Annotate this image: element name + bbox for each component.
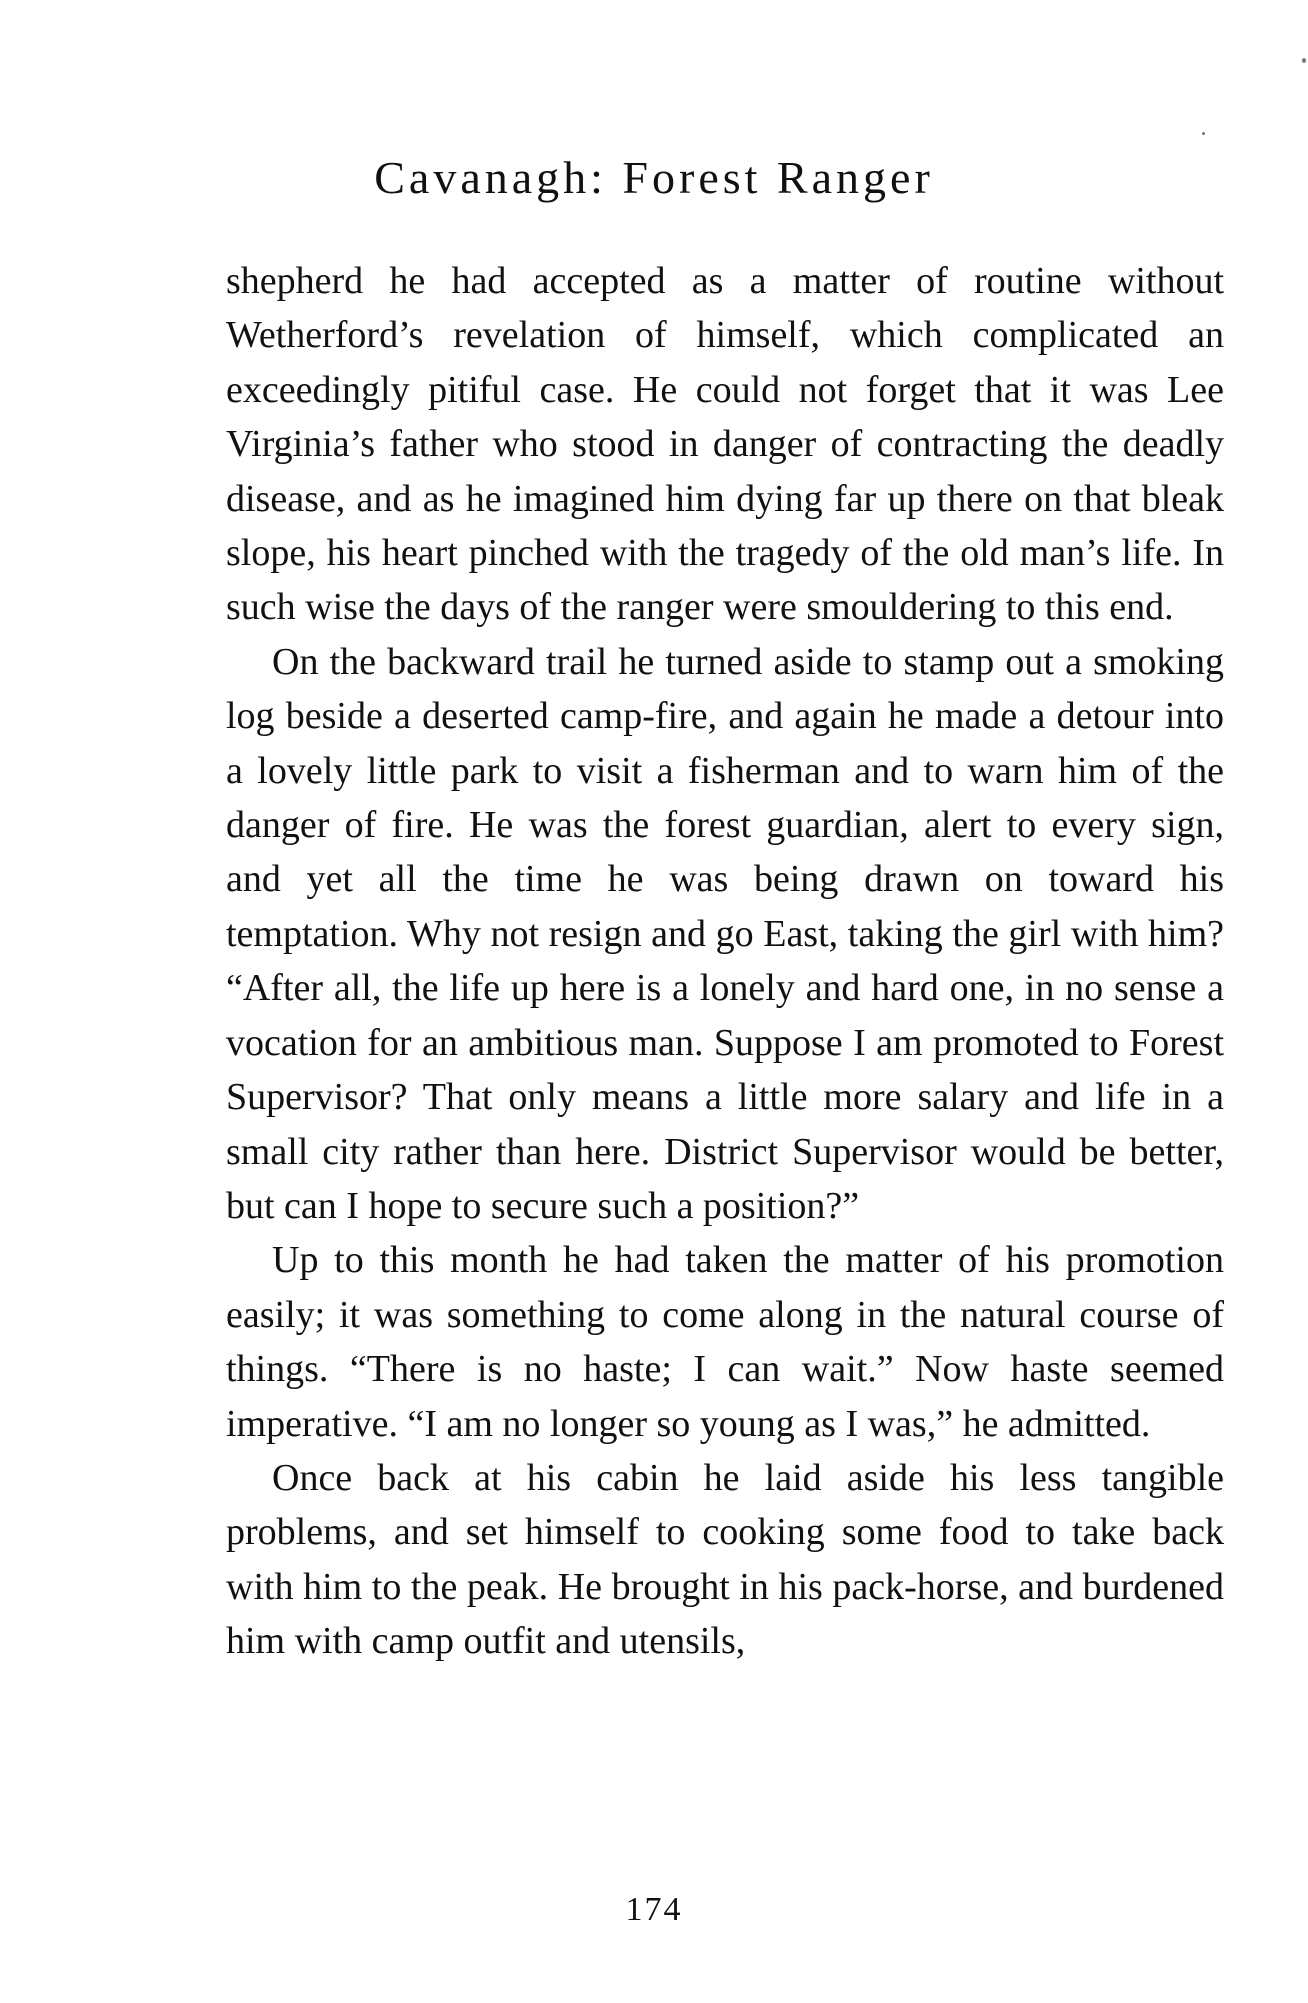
scan-speck (1202, 132, 1205, 135)
paragraph-continuation: shepherd he had accepted as a matter of routine without Wetherford’s revelation of himself, which complicated an exceedingly pitiful case. He could not forget that it was Lee Virginia’s father who stood in danger of contracting the deadly disease, and as he imagined him dying far up there on that bleak slope, his heart pinched with the tragedy of the old man’s life. In such wise the days of the ranger were smouldering to this end. (226, 260, 1224, 629)
paragraph-backward-trail: On the backward trail he turned aside to stamp out a smoking log beside a deserted camp-fire, and again he made a detour into a lovely little park to visit a fisherman and to warn him of the danger of fire. He was the forest guardian, alert to every sign, and yet all the time he was being drawn on toward his temptation. Why not resign and go East, taking the girl with him? “After all, the life up here is a lonely and hard one, in no sense a vocation for an ambitious man. Suppose I am promoted to Forest Supervisor? That only means a little more salary and life in a small city rather than here. District Supervisor would be better, but can I hope to secure such a position?” (226, 640, 1224, 1227)
body-text (226, 254, 1224, 1669)
paragraph-promotion: Up to this month he had taken the matter of his promotion easily; it was something to come along in the natural course of things. “There is no haste; I can wait.” Now haste seemed imperative. “I am no longer so young as I was,” he admitted. (226, 1239, 1224, 1445)
running-head-title: Cavanagh: Forest Ranger (374, 152, 934, 203)
paragraph-cabin: Once back at his cabin he laid aside his less tangible problems, and set himself to cooking some food to take back with him to the peak. He brought in his pack-horse, and burdened him with camp outfit and utensils, (226, 1456, 1224, 1663)
page-number: 174 (625, 1891, 683, 1928)
scan-speck (1302, 58, 1306, 63)
